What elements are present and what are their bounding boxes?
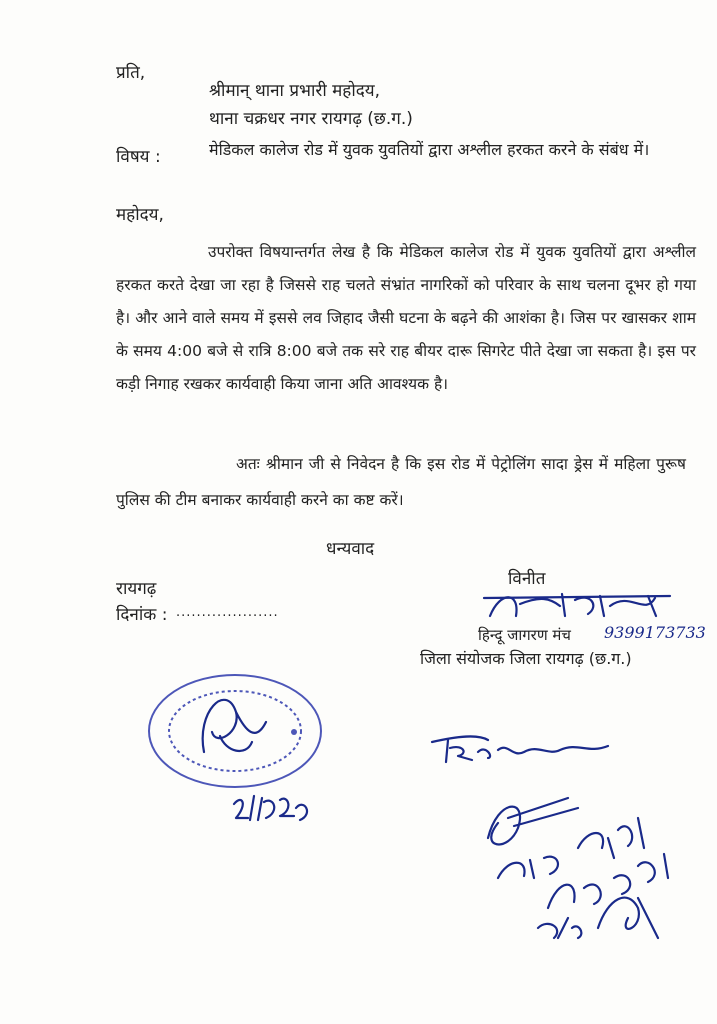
subject-label: विषय :: [116, 147, 161, 167]
sender-org: हिन्दू जागरण मंच: [478, 626, 571, 644]
paragraph-2: अतः श्रीमान जी से निवेदन है कि इस रोड में पेट्रोलिंग सादा ड्रेस में महिला पुरूष पुलिस की टीम बनाकर कार्यवाही करने का कष्ट करें।: [116, 455, 686, 509]
date-value: ....................: [176, 605, 279, 620]
date-label: दिनांक :: [116, 605, 168, 625]
stamp-date-handwriting: [228, 790, 318, 830]
paragraph-1: उपरोक्त विषयान्तर्गत लेख है कि मेडिकल कालेज रोड में युवक युवतियों द्वारा अश्लील हरकत करते देखा जा रहा है जिससे राह चलते संभ्रांत नागरिकों को परिवार के साथ चलना दूभर हो गया है। और आने वाले समय में इससे लव जिहाद जैसी घटना के बढ़ने की आशंका है। जिस पर खासकर शाम के समय 4:00 बजे से रात्रि 8:00 बजे तक सरे राह बीयर दारू सिगरेट पीते देखा जा सकता है। इस पर कड़ी निगाह रखकर कार्यवाही किया जाना अति आवश्यक है।: [116, 243, 696, 393]
closing: विनीत: [508, 569, 546, 589]
place: रायगढ़: [116, 579, 157, 599]
salutation: महोदय,: [116, 205, 164, 225]
subject-text: मेडिकल कालेज रोड में युवक युवतियों द्वारा अश्लील हरकत करने के संबंध में।: [209, 140, 650, 159]
officer-signature-1: [428, 728, 628, 768]
sender-signature: [480, 586, 680, 626]
to-label: प्रति,: [116, 63, 146, 83]
recipient-line-1: श्रीमान् थाना प्रभारी महोदय,: [209, 81, 381, 101]
officer-signature-2: [468, 778, 688, 978]
thanks: धन्यवाद: [326, 539, 375, 559]
office-stamp: [146, 672, 324, 790]
sender-title: जिला संयोजक जिला रायगढ़ (छ.ग.): [420, 649, 632, 668]
sender-phone: 9399173733: [604, 623, 706, 642]
recipient-line-2: थाना चक्रधर नगर रायगढ़ (छ.ग.): [209, 109, 413, 129]
